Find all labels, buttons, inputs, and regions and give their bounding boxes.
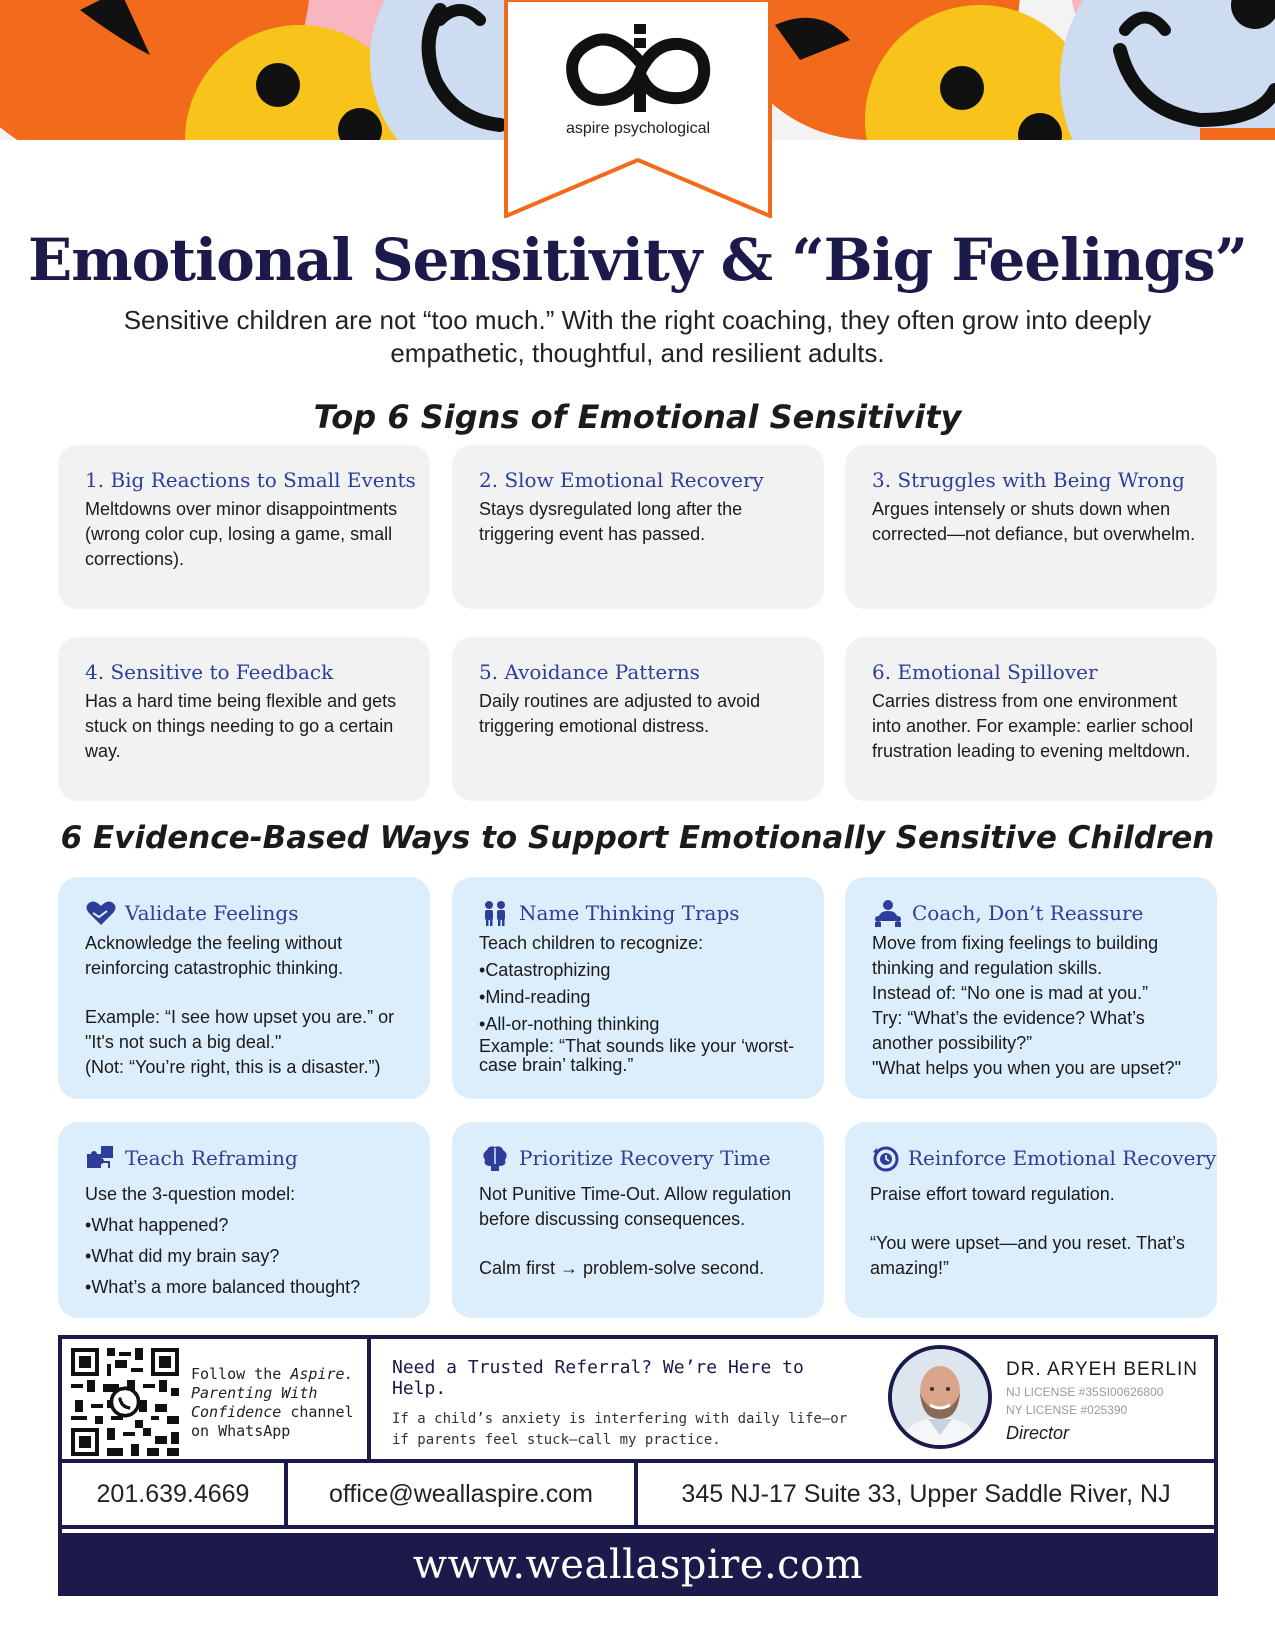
sign-card bbox=[452, 445, 824, 609]
referral-body: If a child’s anxiety is interfering with daily life—or if parents feel stuck—call my practice. bbox=[392, 1411, 848, 1448]
qr-caption-text: channel on WhatsApp bbox=[191, 1403, 354, 1440]
way-card-text: Calm first → problem-solve second. bbox=[479, 1258, 765, 1278]
way-card-title: Teach Reframing bbox=[125, 1146, 298, 1170]
avatar bbox=[888, 1345, 992, 1449]
doctor-photo bbox=[892, 1349, 988, 1445]
sign-card-body: Meltdowns over minor disappointments (wrong color cup, losing a game, small corrections). bbox=[85, 499, 398, 569]
sign-card-title: 1. Big Reactions to Small Events bbox=[85, 468, 416, 492]
way-card-title: Validate Feelings bbox=[125, 901, 299, 925]
address: 345 NJ-17 Suite 33, Upper Saddle River, NJ bbox=[681, 1479, 1171, 1508]
doctor-name: DR. ARYEH BERLIN bbox=[1006, 1359, 1198, 1380]
referral-title: Need a Trusted Referral? We’re Here to Help. bbox=[392, 1357, 804, 1399]
way-card-text: "What helps you when you are upset?" bbox=[872, 1058, 1181, 1078]
sign-card-body: Carries distress from one environment into another. For example: earlier school frustration leading to evening meltdown. bbox=[872, 691, 1194, 761]
way-card bbox=[58, 1122, 430, 1318]
page-title: Emotional Sensitivity & “Big Feelings” bbox=[28, 226, 1247, 294]
ways-section-heading: 6 Evidence-Based Ways to Support Emotionally Sensitive Children bbox=[60, 820, 1215, 856]
way-card bbox=[452, 1122, 824, 1318]
way-card bbox=[58, 877, 430, 1099]
list-item: • What’s a more balanced thought? bbox=[85, 1275, 412, 1300]
sign-card bbox=[58, 445, 430, 609]
way-card-title: Name Thinking Traps bbox=[519, 901, 740, 925]
signs-section-heading: Top 6 Signs of Emotional Sensitivity bbox=[313, 398, 962, 436]
qr-caption bbox=[191, 1365, 366, 1441]
sign-card-title: 3. Struggles with Being Wrong bbox=[872, 468, 1185, 492]
list-item: • What did my brain say? bbox=[85, 1244, 412, 1269]
referral-block bbox=[392, 1357, 862, 1451]
doctor-block bbox=[1006, 1359, 1211, 1444]
coach-icon bbox=[872, 899, 904, 927]
list-item: • Mind-reading bbox=[479, 985, 806, 1010]
way-card-text: Not Punitive Time-Out. Allow regulation before discussing consequences. bbox=[479, 1184, 792, 1229]
people-icon bbox=[479, 899, 511, 927]
doctor-role: Director bbox=[1006, 1423, 1070, 1443]
way-card-example: Example: “I see how upset you are.” or "It's not such a big deal." bbox=[85, 1007, 395, 1052]
sign-card-title: 4. Sensitive to Feedback bbox=[85, 660, 334, 684]
sign-card-title: 2. Slow Emotional Recovery bbox=[479, 468, 764, 492]
list-item: • Catastrophizing bbox=[479, 958, 806, 983]
license-nj: NJ LICENSE #35SI00626800 bbox=[1006, 1385, 1164, 1399]
page-subtitle: Sensitive children are not “too much.” With the right coaching, they often grow into deeply empathetic, thoughtful, and resilient adults. bbox=[123, 305, 1152, 368]
way-card-text: Teach children to recognize: bbox=[479, 933, 704, 953]
way-card-title: Reinforce Emotional Recovery bbox=[908, 1146, 1217, 1170]
puzzle-icon bbox=[85, 1144, 117, 1172]
sign-card bbox=[845, 637, 1217, 801]
brain-icon bbox=[479, 1144, 511, 1172]
way-card-text: Acknowledge the feeling without reinforcing catastrophic thinking. bbox=[85, 933, 344, 978]
way-card-text: “You were upset—and you reset. That’s amazing!” bbox=[870, 1233, 1185, 1278]
clock-reset-icon bbox=[870, 1144, 902, 1172]
phone-number[interactable]: 201.639.4669 bbox=[62, 1463, 288, 1525]
footer-contact-row bbox=[62, 1463, 1214, 1529]
heart-hands-icon bbox=[85, 899, 117, 927]
contact-footer bbox=[58, 1335, 1218, 1596]
way-card-text: Instead of: “No one is mad at you.” bbox=[872, 983, 1149, 1003]
way-card-text: Try: “What’s the evidence? What’s another possibility?” bbox=[872, 1008, 1145, 1053]
whatsapp-qr-block bbox=[62, 1339, 371, 1459]
way-card-title: Coach, Don’t Reassure bbox=[912, 901, 1144, 925]
way-card bbox=[452, 877, 824, 1099]
license-ny: NY LICENSE #025390 bbox=[1006, 1403, 1128, 1417]
brand-logo[interactable] bbox=[504, 0, 772, 150]
footer-info-row bbox=[62, 1339, 1214, 1463]
sign-card-body: Stays dysregulated long after the triggering event has passed. bbox=[479, 499, 743, 544]
way-card-note: (Not: “You’re right, this is a disaster.”) bbox=[85, 1057, 381, 1077]
qr-caption-text: Follow the bbox=[191, 1365, 291, 1383]
list-item: • All-or-nothing thinking bbox=[479, 1012, 806, 1037]
email-link[interactable]: office@weallaspire.com bbox=[288, 1463, 638, 1525]
sign-card bbox=[58, 637, 430, 801]
way-card-text: Use the 3-question model: bbox=[85, 1184, 296, 1204]
channel-name: Aspire. Parenting With Confidence bbox=[191, 1365, 354, 1421]
sign-card-body: Daily routines are adjusted to avoid triggering emotional distress. bbox=[479, 691, 761, 736]
sign-card-title: 5. Avoidance Patterns bbox=[479, 660, 700, 684]
sign-card bbox=[452, 637, 824, 801]
logo-wordmark: aspire psychological bbox=[565, 120, 711, 137]
sign-card bbox=[845, 445, 1217, 609]
website-link[interactable]: www.weallaspire.com bbox=[62, 1533, 1214, 1596]
list-item: • What happened? bbox=[85, 1213, 412, 1238]
sign-card-body: Argues intensely or shuts down when corrected—not defiance, but overwhelm. bbox=[872, 499, 1196, 544]
sign-card-body: Has a hard time being flexible and gets stuck on things needing to go a certain way. bbox=[85, 691, 397, 761]
way-card-text: Move from fixing feelings to building thinking and regulation skills. bbox=[872, 933, 1159, 978]
way-card-title: Prioritize Recovery Time bbox=[519, 1146, 771, 1170]
way-card-text: Praise effort toward regulation. bbox=[870, 1184, 1115, 1204]
way-card bbox=[845, 877, 1217, 1099]
way-card bbox=[845, 1122, 1217, 1318]
qr-code-icon[interactable] bbox=[71, 1348, 179, 1456]
way-card-example: Example: “That sounds like your ‘worst-case brain’ talking.” bbox=[479, 1036, 795, 1075]
aspire-logo-icon bbox=[554, 22, 722, 122]
sign-card-title: 6. Emotional Spillover bbox=[872, 660, 1098, 684]
